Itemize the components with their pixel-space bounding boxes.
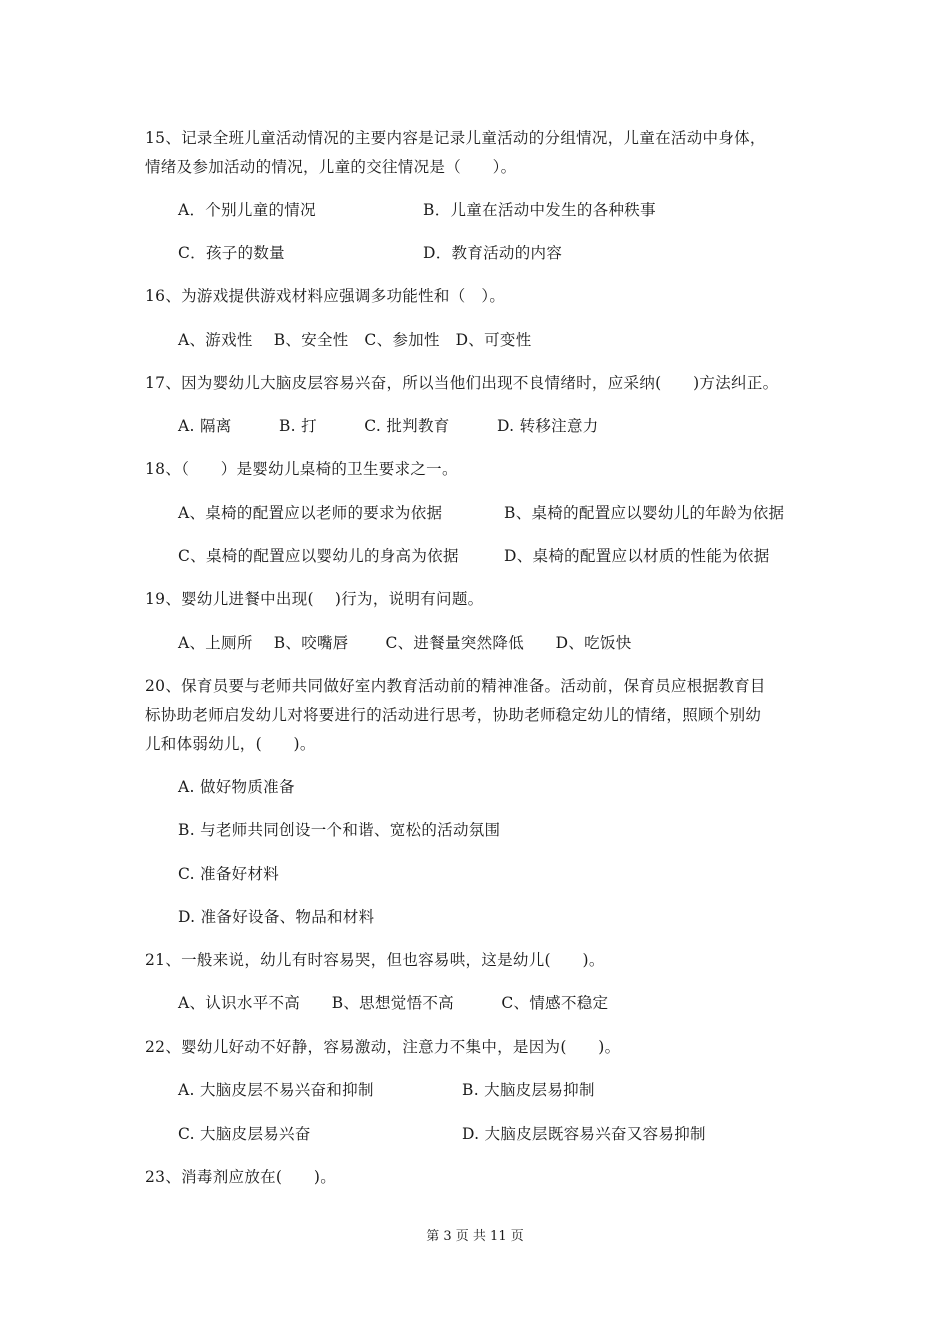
question-20-option-a: A. 做好物质准备: [178, 778, 295, 796]
page-number-footer: 第 3 页 共 11 页: [426, 1229, 524, 1244]
question-15-option-b: B．儿童在活动中发生的各种秩事: [423, 201, 656, 219]
question-20-line-3: 儿和体弱幼儿，( )。: [145, 735, 316, 753]
question-21-options: A、认识水平不高 B、思想觉悟不高 C、情感不稳定: [178, 994, 609, 1012]
question-19-options: A、上厕所 B、咬嘴唇 C、进餐量突然降低 D、吃饭快: [178, 634, 632, 652]
question-18-option-c: C、桌椅的配置应以婴幼儿的身高为依据: [178, 547, 459, 565]
question-20-option-d: D. 准备好设备、物品和材料: [178, 908, 375, 926]
question-20-option-b: B. 与老师共同创设一个和谐、宽松的活动氛围: [178, 821, 501, 839]
question-20-option-c: C. 准备好材料: [178, 865, 280, 883]
question-15-option-c: C．孩子的数量: [178, 244, 285, 262]
question-17-options: A. 隔离 B. 打 C. 批判教育 D. 转移注意力: [178, 417, 599, 435]
question-16-options: A、游戏性 B、安全性 C、参加性 D、可变性: [178, 331, 532, 349]
question-22-option-d: D. 大脑皮层既容易兴奋又容易抑制: [462, 1125, 706, 1143]
question-18-option-b: B、桌椅的配置应以婴幼儿的年龄为依据: [504, 504, 785, 522]
question-15-line-2: 情绪及参加活动的情况，儿童的交往情况是（ ）。: [145, 158, 517, 176]
question-20-line-1: 20、保育员要与老师共同做好室内教育活动前的精神准备。活动前，保育员应根据教育目: [145, 677, 766, 695]
question-16-text: 16、为游戏提供游戏材料应强调多功能性和（ ）。: [145, 287, 506, 305]
question-18-text: 18、（ ）是婴幼儿桌椅的卫生要求之一。: [145, 460, 458, 478]
question-22-text: 22、婴幼儿好动不好静，容易激动，注意力不集中，是因为( )。: [145, 1038, 621, 1056]
question-20-line-2: 标协助老师启发幼儿对将要进行的活动进行思考，协助老师稳定幼儿的情绪，照顾个别幼: [145, 706, 762, 724]
question-18-option-d: D、桌椅的配置应以材质的性能为依据: [504, 547, 770, 565]
question-15-option-a: A．个别儿童的情况: [178, 201, 316, 219]
question-15-line-1: 15、记录全班儿童活动情况的主要内容是记录儿童活动的分组情况，儿童在活动中身体，: [145, 129, 766, 147]
question-22-option-a: A. 大脑皮层不易兴奋和抑制: [178, 1081, 374, 1099]
question-17-text: 17、因为婴幼儿大脑皮层容易兴奋，所以当他们出现不良情绪时，应采纳( )方法纠正。: [145, 374, 779, 392]
question-22-option-b: B. 大脑皮层易抑制: [462, 1081, 595, 1099]
question-21-text: 21、一般来说，幼儿有时容易哭，但也容易哄，这是幼儿( )。: [145, 951, 605, 969]
question-18-option-a: A、桌椅的配置应以老师的要求为依据: [178, 504, 443, 522]
question-23-text: 23、消毒剂应放在( )。: [145, 1168, 337, 1186]
question-19-text: 19、婴幼儿进餐中出现( )行为，说明有问题。: [145, 590, 484, 608]
question-22-option-c: C. 大脑皮层易兴奋: [178, 1125, 311, 1143]
question-15-option-d: D．教育活动的内容: [423, 244, 563, 262]
